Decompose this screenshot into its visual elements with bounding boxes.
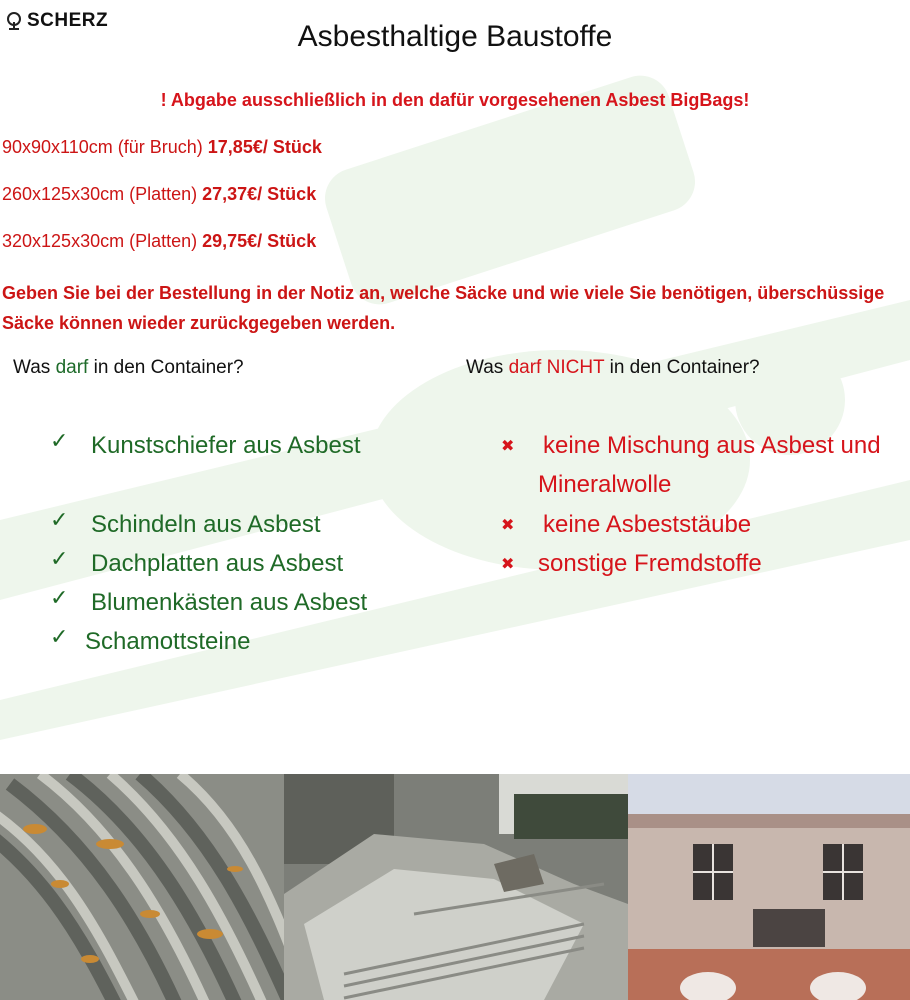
cross-icon: ✖ bbox=[501, 517, 515, 534]
allowed-heading-em: darf bbox=[55, 357, 89, 378]
allowed-item: Schamottsteine bbox=[85, 628, 251, 655]
check-icon: ✓ bbox=[50, 546, 69, 571]
price-amount: 29,75€/ Stück bbox=[202, 231, 317, 251]
forbidden-heading-post: in den Container? bbox=[604, 357, 760, 378]
allowed-item: Schindeln aus Asbest bbox=[91, 511, 321, 538]
allowed-heading-post: in den Container? bbox=[88, 357, 244, 378]
order-note: Geben Sie bei der Bestellung in der Notiz an, welche Säcke und wie viele Sie benötigen, überschüssige Säcke können wieder zurückgegeben werden. bbox=[2, 283, 885, 333]
forbidden-heading-pre: Was bbox=[466, 357, 509, 378]
check-icon: ✓ bbox=[50, 507, 69, 532]
allowed-item: Kunstschiefer aus Asbest bbox=[91, 432, 361, 459]
forbidden-item: keine Mischung aus Asbest und bbox=[543, 432, 881, 459]
allowed-heading-pre: Was bbox=[13, 357, 56, 378]
allowed-heading bbox=[13, 357, 244, 379]
photo-old-building-facade bbox=[628, 774, 910, 1000]
price-line bbox=[2, 231, 316, 252]
check-icon: ✓ bbox=[50, 428, 69, 453]
forbidden-heading-em: darf NICHT bbox=[508, 357, 605, 378]
price-amount: 17,85€/ Stück bbox=[207, 137, 322, 157]
forbidden-item: sonstige Fremdstoffe bbox=[538, 550, 762, 577]
page-title: Asbesthaltige Baustoffe bbox=[297, 20, 613, 53]
forbidden-heading bbox=[466, 357, 760, 379]
allowed-item: Blumenkästen aus Asbest bbox=[91, 589, 368, 616]
price-amount: 27,37€/ Stück bbox=[202, 184, 317, 204]
price-size: 320x125x30cm (Platten) bbox=[2, 231, 198, 251]
price-size: 260x125x30cm (Platten) bbox=[2, 184, 198, 204]
forbidden-item: keine Asbeststäube bbox=[543, 511, 752, 538]
cross-icon: ✖ bbox=[501, 438, 515, 455]
allowed-item: Dachplatten aus Asbest bbox=[91, 550, 344, 577]
photo-corrugated-roof bbox=[0, 774, 284, 1000]
brand-name: SCHERZ bbox=[27, 10, 109, 31]
bigbag-notice: ! Abgabe ausschließlich in den dafür vorgesehenen Asbest BigBags! bbox=[160, 90, 750, 110]
price-line bbox=[2, 137, 322, 158]
photo-asbestos-rubble bbox=[284, 774, 628, 1000]
cross-icon: ✖ bbox=[501, 556, 515, 573]
price-line bbox=[2, 184, 316, 205]
check-icon: ✓ bbox=[50, 585, 69, 610]
price-size: 90x90x110cm (für Bruch) bbox=[2, 137, 203, 157]
check-icon: ✓ bbox=[50, 624, 69, 649]
forbidden-item: Mineralwolle bbox=[538, 471, 672, 498]
